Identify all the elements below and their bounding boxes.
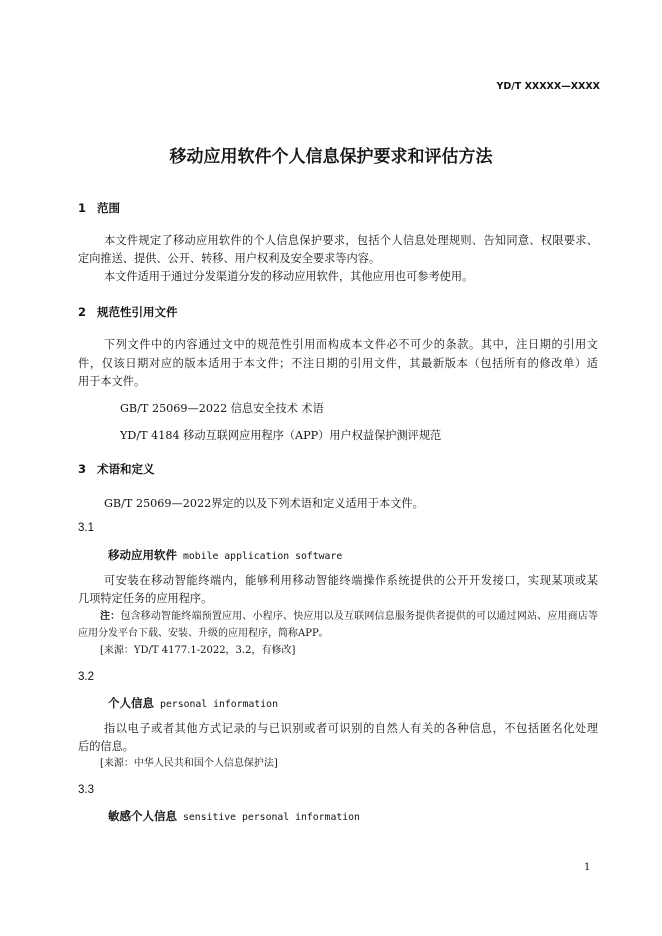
scope-paragraph-2: 本文件适用于通过分发渠道分发的移动应用软件，其他应用也可参考使用。 xyxy=(104,270,474,283)
term-note-line-1 xyxy=(100,610,598,624)
page-number: 1 xyxy=(584,862,591,873)
reference-item: GB/T 25069—2022 信息安全技术 术语 xyxy=(120,402,324,415)
term-en: mobile application software xyxy=(183,551,343,562)
term-definition-line-1: 可安装在移动智能终端内，能够利用移动智能终端操作系统提供的公开开发接口，实现某项或某 xyxy=(104,574,598,587)
page-title: 移动应用软件个人信息保护要求和评估方法 xyxy=(169,147,493,167)
term-definition-line-2: 后的信息。 xyxy=(78,740,134,753)
document-code: YD/T XXXXX—XXXX xyxy=(496,81,600,92)
normative-paragraph-line-3: 用于本文件。 xyxy=(78,375,146,388)
term-zh: 个人信息 xyxy=(108,696,154,710)
section-3-number: 3 xyxy=(78,462,87,476)
normative-paragraph-line-1: 下列文件中的内容通过文中的规范性引用而构成本文件必不可少的条款。其中，注日期的引用文 xyxy=(104,338,598,351)
term-number: 3.1 xyxy=(78,522,94,534)
section-1-heading xyxy=(78,200,120,216)
note-label: 注： xyxy=(100,611,121,622)
term-heading xyxy=(108,695,278,713)
term-definition-line-1: 指以电子或者其他方式记录的与已识别或者可识别的自然人有关的各种信息，不包括匿名化处理 xyxy=(104,722,598,735)
term-en: personal information xyxy=(160,699,278,710)
section-3-heading xyxy=(78,461,155,477)
section-2-heading xyxy=(78,304,178,320)
scope-paragraph-1-line-2: 定向推送、提供、公开、转移、用户权利及安全要求等内容。 xyxy=(78,252,381,265)
section-1-title: 范围 xyxy=(97,201,121,215)
section-2-number: 2 xyxy=(78,305,87,319)
term-note-line-2: 应用分发平台下载、安装、升级的应用程序，简称APP。 xyxy=(78,628,329,639)
scope-paragraph-1-line-1: 本文件规定了移动应用软件的个人信息保护要求，包括个人信息处理规则、告知同意、权限要求、 xyxy=(104,234,598,247)
term-heading xyxy=(108,808,360,826)
reference-item: YD/T 4184 移动互联网应用程序（APP）用户权益保护测评规范 xyxy=(120,429,442,442)
term-heading xyxy=(108,547,342,565)
terms-intro: GB/T 25069—2022界定的以及下列术语和定义适用于本文件。 xyxy=(104,497,424,510)
term-source: [来源：YD/T 4177.1-2022，3.2，有修改] xyxy=(100,645,296,656)
note-text: 包含移动智能终端预置应用、小程序、快应用以及互联网信息服务提供者提供的可以通过网站、应用商店等 xyxy=(120,611,599,622)
term-zh: 敏感个人信息 xyxy=(108,809,177,823)
term-number: 3.3 xyxy=(78,784,94,796)
term-zh: 移动应用软件 xyxy=(108,548,177,562)
section-3-title: 术语和定义 xyxy=(97,462,155,476)
term-definition-line-2: 几项特定任务的应用程序。 xyxy=(78,592,213,605)
section-1-number: 1 xyxy=(78,201,87,215)
term-source: [来源：中华人民共和国个人信息保护法] xyxy=(100,758,278,769)
term-en: sensitive personal information xyxy=(183,812,360,823)
section-2-title: 规范性引用文件 xyxy=(97,305,178,319)
term-number: 3.2 xyxy=(78,671,94,683)
normative-paragraph-line-2: 件，仅该日期对应的版本适用于本文件；不注日期的引用文件，其最新版本（包括所有的修改单）适 xyxy=(78,357,598,370)
